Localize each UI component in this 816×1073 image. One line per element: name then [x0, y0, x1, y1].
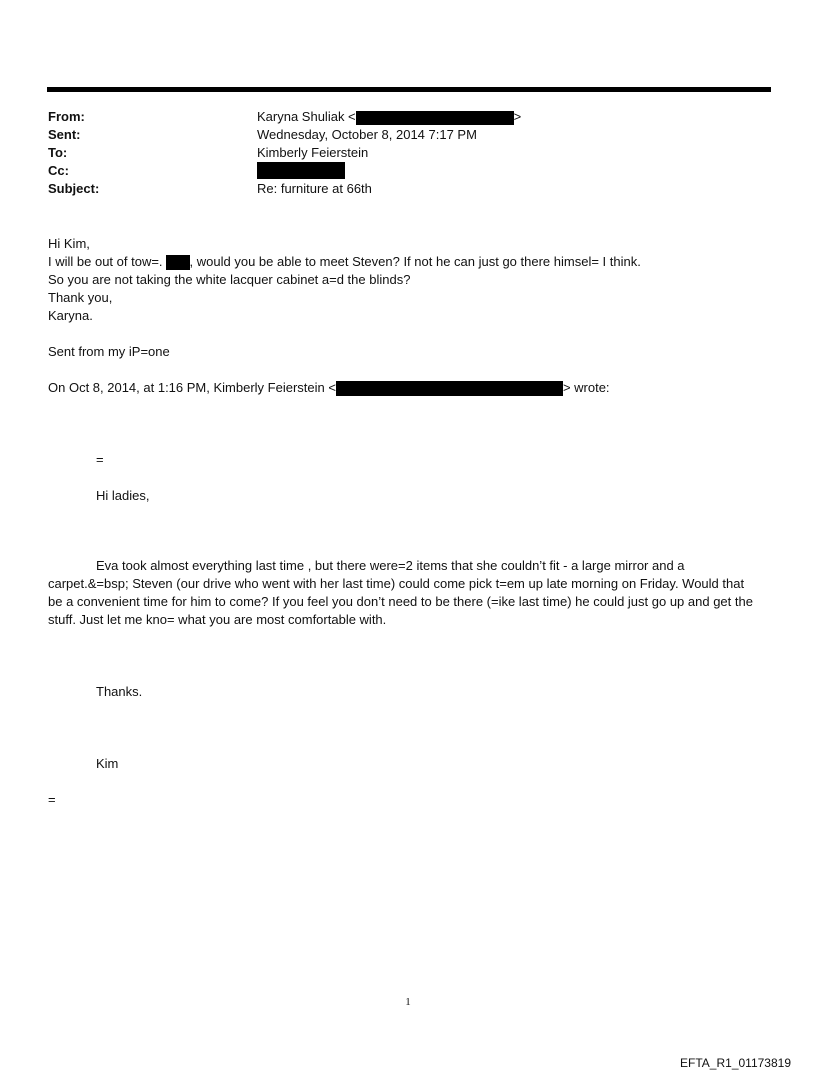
from-value [257, 109, 521, 125]
redaction-box [356, 111, 514, 125]
redaction-box [166, 255, 190, 270]
to-label: To: [48, 145, 68, 160]
cc-value [257, 162, 345, 179]
quoted-equals-1: = [96, 452, 104, 467]
body-line-1-prefix: I will be out of tow=. [48, 254, 163, 269]
header-rule [47, 87, 771, 92]
signature: Sent from my iP=one [48, 344, 170, 359]
quoted-paragraph: Eva took almost everything last time , but there were=2 items that she couldn’t fit - a large mirror and a carpet.&=bsp; Steven (our drive who went with her last time) could come pick t=em up late morning on Friday. Would that be a convenient time for him to come? If you feel you don’t need to be there (=ike last time) he could just go up and get the stuff. Just let me kno= what you are most comfortable with. [48, 558, 753, 627]
body-line-1-suffix: , would you be able to meet Steven? If not he can just go there himsel= I think. [189, 254, 641, 269]
from-bracket: > [513, 109, 522, 124]
bates-number: EFTA_R1_01173819 [680, 1056, 791, 1070]
body-line-2: So you are not taking the white lacquer cabinet a=d the blinds? [48, 272, 411, 287]
body-line-4: Karyna. [48, 308, 93, 323]
quote-intro [48, 379, 610, 396]
to-value: Kimberly Feierstein [257, 145, 369, 160]
redaction-box [336, 381, 563, 396]
cc-label: Cc: [48, 163, 69, 178]
body-line-3: Thank you, [48, 290, 113, 305]
quote-intro-prefix: On Oct 8, 2014, at 1:16 PM, Kimberly Feierstein < [48, 380, 336, 395]
sent-label: Sent: [48, 127, 81, 142]
greeting: Hi Kim, [48, 236, 90, 251]
sent-value: Wednesday, October 8, 2014 7:17 PM [257, 127, 477, 142]
page-number: 1 [405, 996, 411, 1008]
redaction-box [257, 162, 345, 179]
quoted-greeting: Hi ladies, [96, 488, 150, 503]
quoted-name: Kim [96, 756, 119, 771]
subject-label: Subject: [48, 181, 100, 196]
quoted-thanks: Thanks. [96, 684, 143, 699]
from-label: From: [48, 109, 85, 124]
from-name: Karyna Shuliak < [257, 109, 356, 124]
subject-value: Re: furniture at 66th [257, 181, 372, 196]
body-line-1 [48, 253, 641, 270]
quoted-equals-2: = [48, 792, 56, 807]
quote-intro-suffix: > wrote: [562, 380, 610, 395]
